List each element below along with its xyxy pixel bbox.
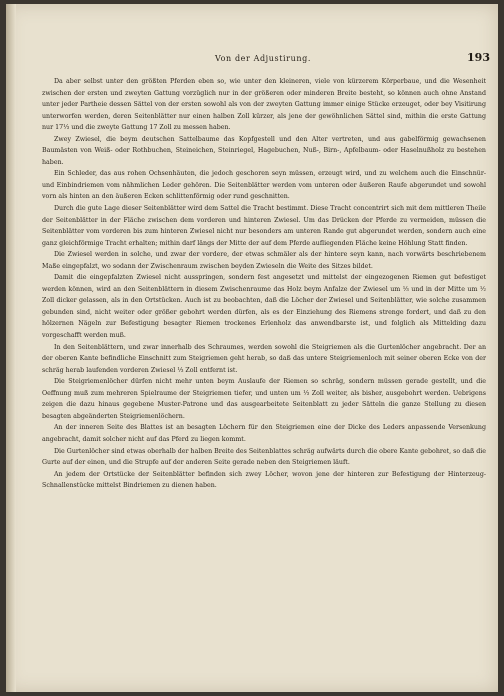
paragraph: Damit die eingepfalzten Zwiesel nicht ausspringen, sondern fest angesetzt und mittelst der eingezogenen Riemen gut befestiget werden können, wird an den Seitenblättern in diesem Zwischenraume das Holz beym Anfalze der Zwiesel um ⅓ und in der Mitte um ½ Zoll dicker gelassen, als in den Ortstücken. Auch ist zu beobachten, daß die Löcher der Zwiesel und Seitenblätter, wie solche zusammen gebunden sind, nicht weiter oder größer gebohrt werden dürfen, als es der Einziehung des Riemens strenge fordert, und daß zu den hölzernen Nägeln zur Befestigung besagter Riemen trockenes Erlenholz das anwendbarste ist, und folglich als Mittelding dazu vorgeschafft werden muß. [42, 274, 486, 340]
paragraph: Die Zwiesel werden in solche, und zwar der vordere, der etwas schmäler als der hintere seyn kann, nach vorwärts beschriebenem Maße eingepfalzt, wo sodann der Zwischenraum zwischen beyden Zwieseln die Weite des Sitzes bildet. [42, 251, 486, 270]
paragraph: Die Gurtenlöcher sind etwas oberhalb der halben Breite des Seitenblattes schräg aufwärts durch die obere Kante gebohret, so daß die Gurte auf der einen, und die Strupfe auf der anderen Seite gerade neben den Steigriemen läuft. [42, 447, 486, 467]
paragraph: An jedem der Ortstücke der Seitenblätter befinden sich zwey Löcher, wovon jene der hinteren zur Befestigung der Hinterzeug-Schnallenstücke mittelst Bindriemen zu dienen haben. [42, 470, 486, 490]
paragraph: Zwey Zwiesel, die beym deutschen Sattelbaume das Kopfgestell und den Alter vertreten, und aus gabelförmig gewachsenen Baumästen von Weiß- oder Rothbuchen, Steineichen, Steinriegel, Hagebuchen, Nuß-, Birn-, Apfelbaum- oder Haselnußholz zu bestehen haben. [42, 135, 486, 166]
page-header [36, 51, 490, 70]
page-gutter [6, 4, 16, 692]
body-text [42, 76, 486, 492]
running-head: Von der Adjustirung. [215, 54, 311, 63]
book-page [6, 4, 498, 692]
paragraph: Da aber selbst unter den größten Pferden eben so, wie unter den kleineren, viele von kürzerem Körperbaue, und die Wesenheit zwischen der ersten und zweyten Gattung vorzüglich nur in der größeren oder minderen Breite besteht, so können auch ohne Anstand unter jeder Partheie dessen Sättel von der ersten sowohl als von der zweyten Gattung immer einige Stücke erzeuget, oder bey Visitirung unterworfen werden, deren Seitenblätter nur einen halben Zoll kürzer, als jene der gewöhnlichen Sättel sind, mithin die erste Gattung nur 17⅓ und die zweyte Gattung 17 Zoll zu messen haben. [42, 78, 486, 132]
paragraph: Ein Schleder, das aus rohen Ochsenhäuten, die jedoch geschoren seyn müssen, erzeugt wird, und zu welchem auch die Einschnür- und Einbindriemen vom nähmlichen Leder gehören. Die Seitenblätter werden vom unteren oder äußeren Raufe abgerundet und sowohl vorn als hinten an den äußeren Ecken schlittenförmig oder rund geschnitten. [42, 170, 486, 201]
paragraph: Die Steigriemenlöcher dürfen nicht mehr unten beym Auslaufe der Riemen so schräg, sondern müssen gerade gestellt, und die Oeffnung muß zum mehreren Spielraume der Steigriemen tiefer, und unten um ⅓ Zoll weiter, als bisher, ausgebohrt werden. Uebrigens zeigen die dazu hinaus gegebene Muster-Patrone und das ausgearbeitete Seitenblatt zu jeder Sätteln die ganze Stellung zu diesen besagten abgeänderten Steigriemenlöchern. [42, 378, 486, 420]
page-number: 193 [467, 51, 490, 64]
paragraph: An der inneren Seite des Blattes ist an besagten Löchern für den Steigriemen eine der Dicke des Leders anpassende Versenkung angebracht, damit solcher nicht auf das Pferd zu liegen kommt. [42, 424, 486, 443]
paragraph: In den Seitenblättern, und zwar innerhalb des Schraumes, werden sowohl die Steigriemen als die Gurtenlöcher angebracht. Der an der oberen Kante befindliche Einschnitt zum Steigriemen geht herab, so daß das untere Steigriemenloch mit seiner oberen Ecke von der schräg herab laufenden vorderen Zwiesel ⅓ Zoll entfernt ist. [42, 343, 486, 374]
paragraph: Durch die gute Lage dieser Seitenblätter wird dem Sattel die Tracht bestimmt. Diese Tracht concentrirt sich mit dem mittleren Theile der Seitenblätter in der Fläche zwischen dem vorderen und hinteren Zwiesel. Um das Drücken der Pferde zu vermeiden, müssen die Seitenblätter vom vorderen bis zum hinteren Zwiesel nicht nur besonders am unteren Rande gut abgerundet werden, sondern auch eine ganz gleichförmige Tracht erhalten; mithin darf längs der Mitte der auf dem Pferde aufliegenden Fläche keine Höhlung Statt finden. [42, 205, 486, 247]
